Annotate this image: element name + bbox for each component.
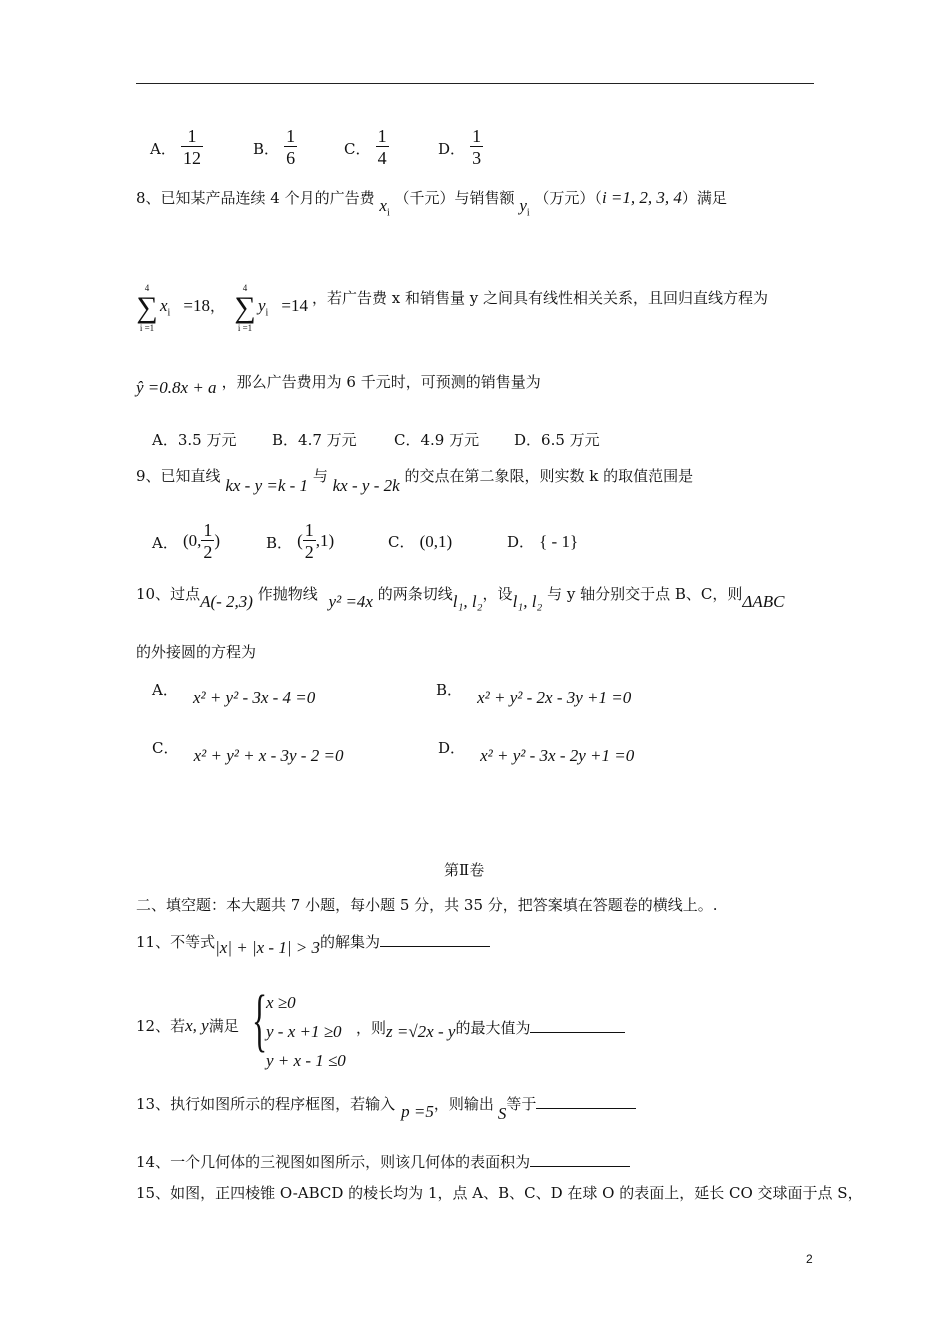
q7-option-a: A． $\frac{1}{12}$ xyxy=(150,126,201,168)
sigma-symbol: ∑ xyxy=(136,291,158,324)
q8-sum-expr-2: $y_i =14$ xyxy=(258,296,309,319)
q12-constraint-3: y + x - 1 ≤0 xyxy=(266,1051,346,1070)
q8-line-3: ŷ =0.8x + a ，那么广告费用为 6 千元时，可预测的销售量为 xyxy=(136,373,541,397)
q12-brace: { xyxy=(252,982,268,1059)
q9-option-b: B． ( $\frac{1}{2}$ ,1) xyxy=(266,520,335,562)
answer-blank xyxy=(530,1016,625,1033)
q7-fraction-d: $\frac{1}{3}$ xyxy=(472,126,482,168)
header-rule xyxy=(136,83,814,84)
section2-intro: 二、填空题：本大题共 7 小题，每小题 5 分，共 35 分，把答案填在答题卷的横线上。. xyxy=(136,896,718,914)
q7-fraction-b: $\frac{1}{6}$ xyxy=(286,126,296,168)
q10-line-1: 10、过点A(- 2,3) 作抛物线 y² =4x 的两条切线l₁, l₂，设l₁, l₂ 与 y 轴分别交于点 B、C，则ΔABC xyxy=(136,585,785,611)
q7-fraction-a: $\frac{1}{12}$ xyxy=(182,126,201,168)
page-number: 2 xyxy=(806,1252,813,1266)
q11-line: 11、不等式|x| + |x - 1| > 3的解集为 xyxy=(136,930,490,952)
q10-option-a: A． x² + y² - 3x - 4 =0 xyxy=(152,681,316,707)
q9-option-c: C． (0,1) xyxy=(388,532,453,551)
q8-sum-2: 4 ∑ i =1 xyxy=(234,283,256,333)
answer-blank xyxy=(536,1092,636,1109)
q8-sum-1: 4 ∑ i =1 xyxy=(136,283,158,333)
q8-option-c: C．4.9 万元 xyxy=(394,431,480,449)
q8-sum-expr-1: $x_i =18$， xyxy=(160,296,226,319)
q12-constraint-1: x ≥0 xyxy=(266,993,296,1012)
q12-line-tail: ，则z =√2x - y的最大值为 xyxy=(356,1016,625,1038)
q7-option-d: D． $\frac{1}{3}$ xyxy=(438,126,482,168)
q12-constraints xyxy=(266,988,346,1075)
q7-fraction-c: $\frac{1}{4}$ xyxy=(377,126,387,168)
sigma-symbol: ∑ xyxy=(234,291,256,324)
q8-option-d: D．6.5 万元 xyxy=(514,431,600,449)
answer-blank xyxy=(380,930,490,947)
q10-option-b: B． x² + y² - 2x - 3y +1 =0 xyxy=(436,681,632,707)
q10-option-d: D． x² + y² - 3x - 2y +1 =0 xyxy=(438,739,635,765)
q9-option-d: D． { - 1} xyxy=(507,532,579,551)
q12-constraint-2: y - x +1 ≥0 xyxy=(266,1022,342,1041)
q8-line-2-text: ，若广告费 x 和销售量 y 之间具有线性相关关系，且回归直线方程为 xyxy=(312,289,769,307)
q13-line: 13、执行如图所示的程序框图，若输入 p =5，则输出 S等于 xyxy=(136,1092,636,1114)
q10-option-c: C． x² + y² + x - 3y - 2 =0 xyxy=(152,739,344,765)
q12-line: 12、若x, y满足 xyxy=(136,1016,239,1035)
q8-line-1: 8、已知某产品连续 4 个月的广告费 $x_i$ （千元）与销售额 $y_i$ （万元）（i =1, 2, 3, 4）满足 xyxy=(136,188,727,219)
q14-line: 14、一个几何体的三视图如图所示，则该几何体的表面积为 xyxy=(136,1150,630,1172)
q7-option-b: B． $\frac{1}{6}$ xyxy=(253,126,296,168)
q10-line-2: 的外接圆的方程为 xyxy=(136,643,257,661)
q15-line: 15、如图，正四棱锥 O-ABCD 的棱长均为 1，点 A、B、C、D 在球 O 的表面上，延长 CO 交球面于点 S， xyxy=(136,1184,863,1202)
q9-line-1: 9、已知直线 kx - y =k - 1 与 kx - y - 2k 的交点在第二象限，则实数 k 的取值范围是 xyxy=(136,467,694,495)
section2-title: 第Ⅱ卷 xyxy=(444,861,485,879)
q9-option-a: A． (0, $\frac{1}{2}$ ) xyxy=(152,520,221,562)
q8-option-b: B．4.7 万元 xyxy=(272,431,357,449)
q7-option-c: C． $\frac{1}{4}$ xyxy=(344,126,387,168)
q8-option-a: A．3.5 万元 xyxy=(152,431,237,449)
answer-blank xyxy=(530,1150,630,1167)
q9-options xyxy=(152,520,752,570)
